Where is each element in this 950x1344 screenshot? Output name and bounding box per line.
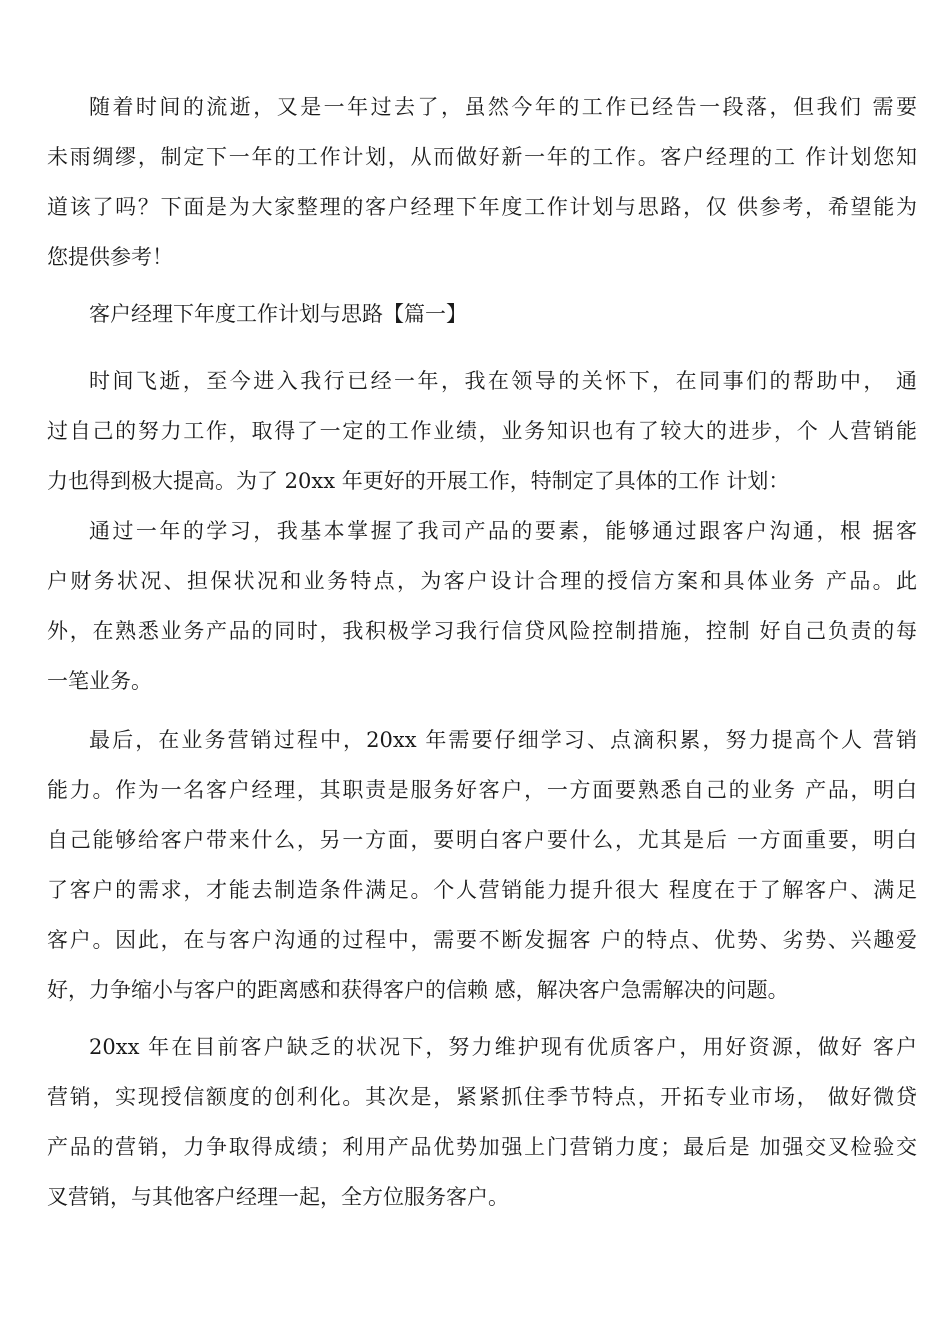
text-line: 一笔业务。 xyxy=(47,669,152,693)
text-line: 随着时间的流逝，又是一年过去了，虽然今年的工作已经告一段落，但我们 需要 xyxy=(89,95,917,119)
intro-paragraph xyxy=(47,82,917,282)
text-line: 好，力争缩小与客户的距离感和获得客户的信赖 感，解决客户急需解决的问题。 xyxy=(47,978,789,1002)
text-line: 最后，在业务营销过程中，20xx 年需要仔细学习、点滴积累，努力提高个人 营销 xyxy=(89,728,917,752)
text-line: 过自己的努力工作，取得了一定的工作业绩，业务知识也有了较大的进步，个 人营销能 xyxy=(47,419,917,443)
section-heading: 客户经理下年度工作计划与思路【篇一】 xyxy=(89,302,467,326)
text-line: 道该了吗？下面是为大家整理的客户经理下年度工作计划与思路，仅 供参考，希望能为 xyxy=(47,195,917,219)
text-line: 叉营销，与其他客户经理一起，全方位服务客户。 xyxy=(47,1185,509,1209)
text-line: 产品的营销，力争取得成绩；利用产品优势加强上门营销力度；最后是 加强交叉检验交 xyxy=(47,1135,917,1159)
text-line: 20xx 年在目前客户缺乏的状况下，努力维护现有优质客户，用好资源，做好 客户 xyxy=(89,1035,917,1059)
text-line: 时间飞逝，至今进入我行已经一年，我在领导的关怀下，在同事们的帮助中， 通 xyxy=(89,369,917,393)
text-line: 客户。因此，在与客户沟通的过程中，需要不断发掘客 户的特点、优势、劣势、兴趣爱 xyxy=(47,928,917,952)
paragraph-3 xyxy=(47,715,917,1015)
text-line: 能力。作为一名客户经理，其职责是服务好客户，一方面要熟悉自己的业务 产品，明白 xyxy=(47,778,917,802)
paragraph-4 xyxy=(47,1022,917,1222)
text-line: 力也得到极大提高。为了 20xx 年更好的开展工作，特制定了具体的工作 计划： xyxy=(47,469,790,493)
text-line: 您提供参考！ xyxy=(47,245,173,269)
text-line: 通过一年的学习，我基本掌握了我司产品的要素，能够通过跟客户沟通，根 据客 xyxy=(89,519,917,543)
text-line: 自己能够给客户带来什么，另一方面，要明白客户要什么，尤其是后 一方面重要，明白 xyxy=(47,828,917,852)
text-line: 未雨绸缪，制定下一年的工作计划，从而做好新一年的工作。客户经理的工 作计划您知 xyxy=(47,145,917,169)
text-line: 户财务状况、担保状况和业务特点，为客户设计合理的授信方案和具体业务 产品。此 xyxy=(47,569,918,593)
text-line: 外，在熟悉业务产品的同时，我积极学习我行信贷风险控制措施，控制 好自己负责的每 xyxy=(47,619,917,643)
text-line: 了客户的需求，才能去制造条件满足。个人营销能力提升很大 程度在于了解客户、满足 xyxy=(47,878,917,902)
paragraph-1 xyxy=(47,356,917,506)
text-line: 营销，实现授信额度的创利化。其次是，紧紧抓住季节特点，开拓专业市场， 做好微贷 xyxy=(47,1085,917,1109)
paragraph-2 xyxy=(47,506,917,706)
